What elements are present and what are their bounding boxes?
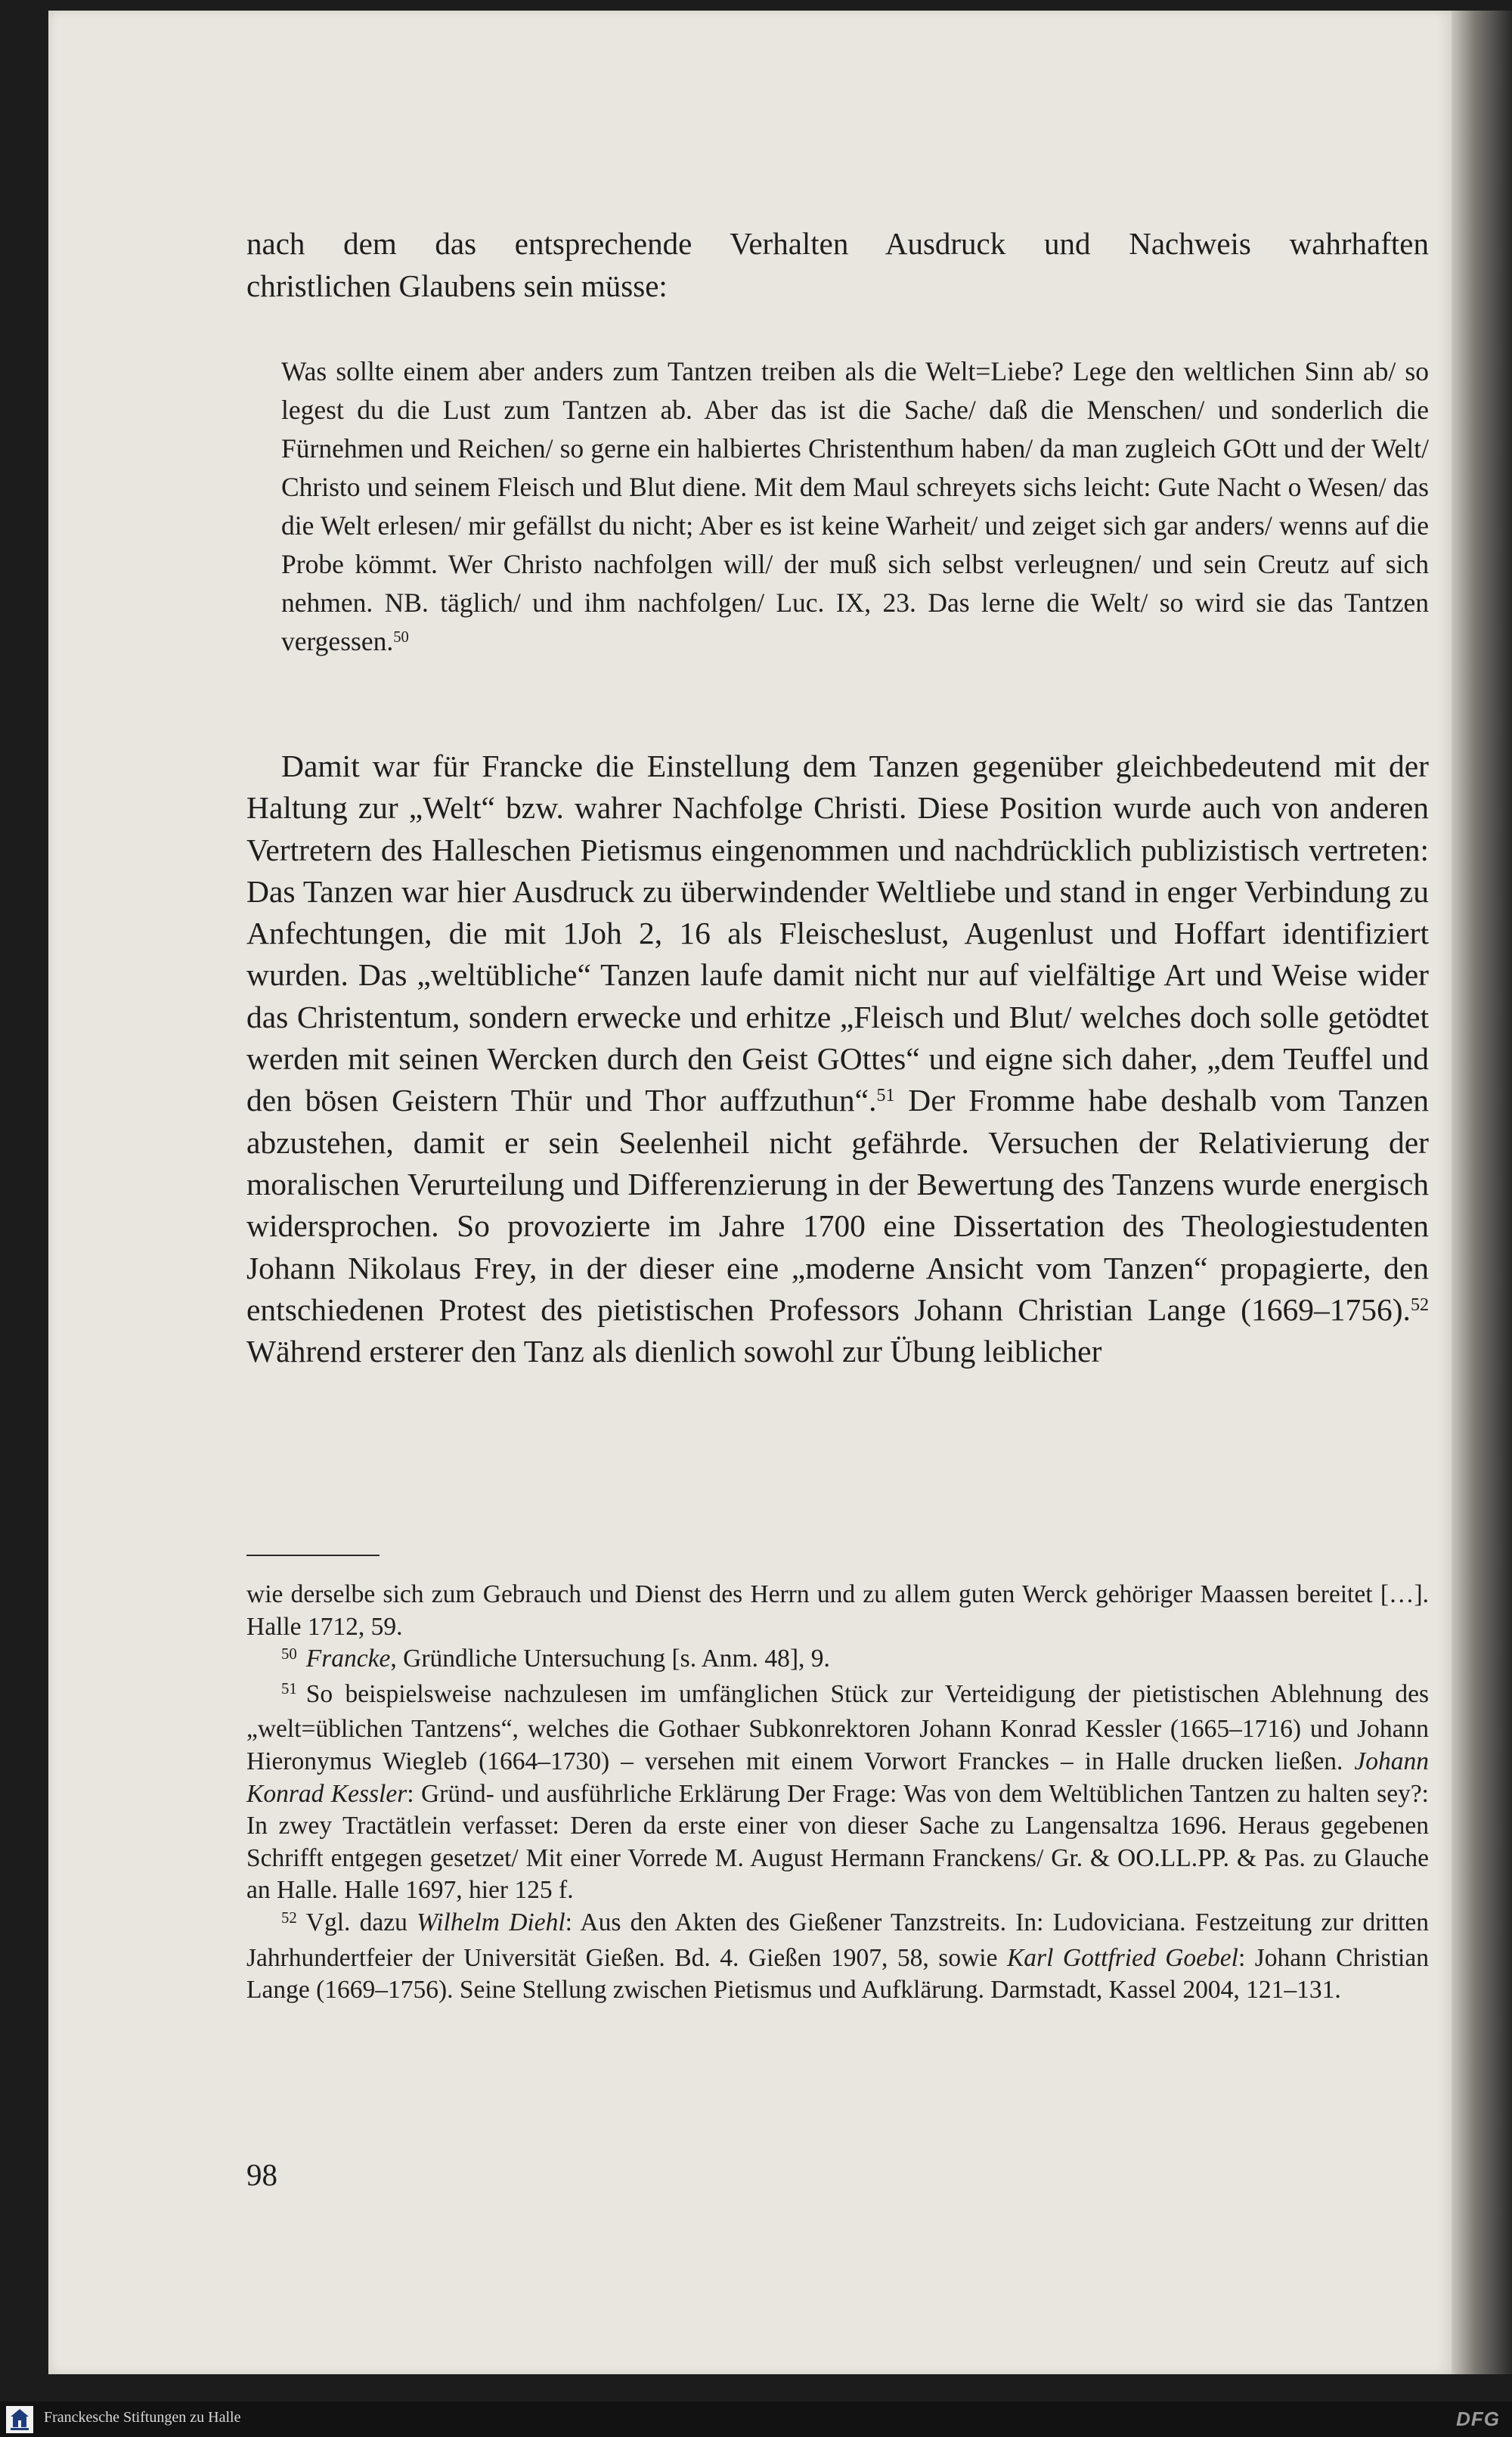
footnote-continued: wie derselbe sich zum Gebrauch und Dienst des Herrn und zu allem guten Werck gehöriger Maassen bereitet […]. Halle 1712, 59. bbox=[246, 1580, 1429, 1641]
page-edge bbox=[1452, 11, 1512, 2374]
footnotes bbox=[246, 1579, 1429, 2007]
footnote-52-text-a: Vgl. dazu bbox=[305, 1908, 417, 1936]
body-text-part-2: Der Fromme habe deshalb vom Tanzen abzustehen, damit er sein Seelenheil nicht gefährde. Versuchen der Relativierung der moralischen Verurteilung und Differenzierung in der Bewertung des Tanzens wurde energisch widersprochen. So provozierte im Jahre 1700 eine Dissertation des Theologiestudenten Johann Nikolaus Frey, in der dieser eine „moderne Ansicht vom Tanzen“ propagierte, den entschiedenen Protest des pietistischen Professors Johann Christian Lange (1669–1756). bbox=[246, 1083, 1429, 1327]
footnote-52 bbox=[246, 1907, 1429, 2007]
institution-name: Franckesche Stiftungen zu Halle bbox=[44, 2409, 241, 2426]
footnote-52-text-b: : Aus den Akten des Gießener Tanzstreits. In: Ludoviciana. Festzeitung zur dritten Jahrhundertfeier der Universität Gießen. Bd. 4. Gießen 1907, 58, sowie bbox=[246, 1908, 1429, 1972]
footnote-50-number: 50 bbox=[281, 1645, 297, 1663]
footnote-rule bbox=[246, 1555, 380, 1556]
footnote-ref-52[interactable]: 52 bbox=[1410, 1294, 1429, 1315]
main-paragraph bbox=[246, 746, 1429, 1372]
footnote-51-text-b: : Gründ- und ausführliche Erklärung Der Frage: Was von dem Weltüblichen Tantzen zu halten sey?: In zwey Tractätlein verfasset: Deren da erste einer von dieser Sache zu Langensaltza 1696. Heraus gegebenen Schrifft entgegen gesetzet/ Mit einer Vorrede M. August Hermann Franckens/ Gr. & OO.LL.PP. & Pas. zu Glauche an Halle. Halle 1697, hier 125 f. bbox=[246, 1779, 1429, 1905]
footnote-ref-50[interactable]: 50 bbox=[393, 628, 409, 646]
footnote-52-author-2: Karl Gottfried Goebel bbox=[1006, 1943, 1238, 1972]
institution-logo-icon bbox=[6, 2406, 33, 2433]
footnote-50-author: Francke bbox=[305, 1645, 391, 1673]
footnote-51-number: 51 bbox=[281, 1680, 297, 1698]
body-text-part-3: Während ersterer den Tanz als dienlich sowohl zur Übung leiblicher bbox=[246, 1334, 1102, 1369]
body-text-part-1: Damit war für Francke die Einstellung dem Tanzen gegenüber gleichbedeutend mit der Haltung zur „Welt“ bzw. wahrer Nachfolge Christi. Diese Position wurde auch von anderen Vertretern des Halleschen Pietismus eingenommen und nachdrücklich publizistisch vertreten: Das Tanzen war hier Ausdruck zu überwindender Weltliebe und stand in enger Verbindung zu Anfechtungen, die mit 1Joh 2, 16 als Fleischeslust, Augenlust und Hoffart identifiziert wurden. Das „weltübliche“ Tanzen laufe damit nicht nur auf vielfältige Art und Weise wider das Christentum, sondern erwecke und erhitze „Fleisch und Blut/ welches doch solle getödtet werden mit seinen Wercken durch den Geist GOttes“ und eigne sich daher, „dem Teuffel und den bösen Geistern Thür und Thor auffzuthun“. bbox=[246, 749, 1429, 1118]
page-number: 98 bbox=[246, 2157, 277, 2192]
body-paragraph bbox=[246, 746, 1429, 1372]
intro-line-1: nach dem das entsprechende Verhalten Ausdruck und Nachweis wahrhaften bbox=[246, 226, 1429, 261]
dfg-logo: DFG bbox=[1456, 2408, 1500, 2430]
block-quote bbox=[281, 352, 1429, 661]
footnote-52-text-c: : Johann Christian Lange (1669–1756). Seine Stellung zwischen Pietismus und Aufklärung. Darmstadt, Kassel 2004, 121–131. bbox=[246, 1943, 1429, 2004]
footnote-51-text-a: So beispielsweise nachzulesen im umfänglichen Stück zur Verteidigung der pietistischen Ablehnung des „welt=üblichen Tantzens“, welches die Gothaer Subkonrektoren Johann Konrad Kessler (1665–1716) und Johann Hieronymus Wiegleb (1664–1730) – versehen mit einem Vorwort Franckes – in Halle drucken ließen. bbox=[246, 1679, 1429, 1775]
quote-paragraph bbox=[281, 352, 1429, 661]
intro-text bbox=[246, 222, 1429, 307]
footnote-51 bbox=[246, 1679, 1429, 1907]
footnote-52-author-1: Wilhelm Diehl bbox=[417, 1908, 565, 1936]
intro-line-2: christlichen Glaubens sein müsse: bbox=[246, 268, 668, 303]
viewer-footer-bar bbox=[0, 2401, 1512, 2437]
footnote-51-author: Johann Konrad Kessler bbox=[246, 1747, 1429, 1808]
quote-text: Was sollte einem aber anders zum Tantzen treiben als die Welt=Liebe? Lege den weltlichen Sinn ab/ so legest du die Lust zum Tantzen ab. Aber das ist die Sache/ daß die Menschen/ und sonderlich die Fürnehmen und Reichen/ so gerne ein halbiertes Christenthum haben/ da man zugleich GOtt und der Welt/ Christo und seinem Fleisch und Blut diene. Mit dem Maul schreyets sichs leicht: Gute Nacht o Wesen/ das die Welt erlesen/ mir gefällst du nicht; Aber es ist keine Warheit/ und zeiget sich gar anders/ wenns auf die Probe kömmt. Wer Christo nachfolgen will/ der muß sich selbst verleugnen/ und sein Creutz auf sich nehmen. NB. täglich/ und ihm nachfolgen/ Luc. IX, 23. Das lerne die Welt/ so wird sie das Tantzen vergessen. bbox=[281, 356, 1429, 656]
footnote-52-number: 52 bbox=[281, 1908, 297, 1927]
footnote-50-text: , Gründliche Untersuchung [s. Anm. 48], 9. bbox=[390, 1645, 830, 1673]
footnote-50 bbox=[246, 1643, 1429, 1679]
footnote-ref-51[interactable]: 51 bbox=[876, 1086, 895, 1106]
